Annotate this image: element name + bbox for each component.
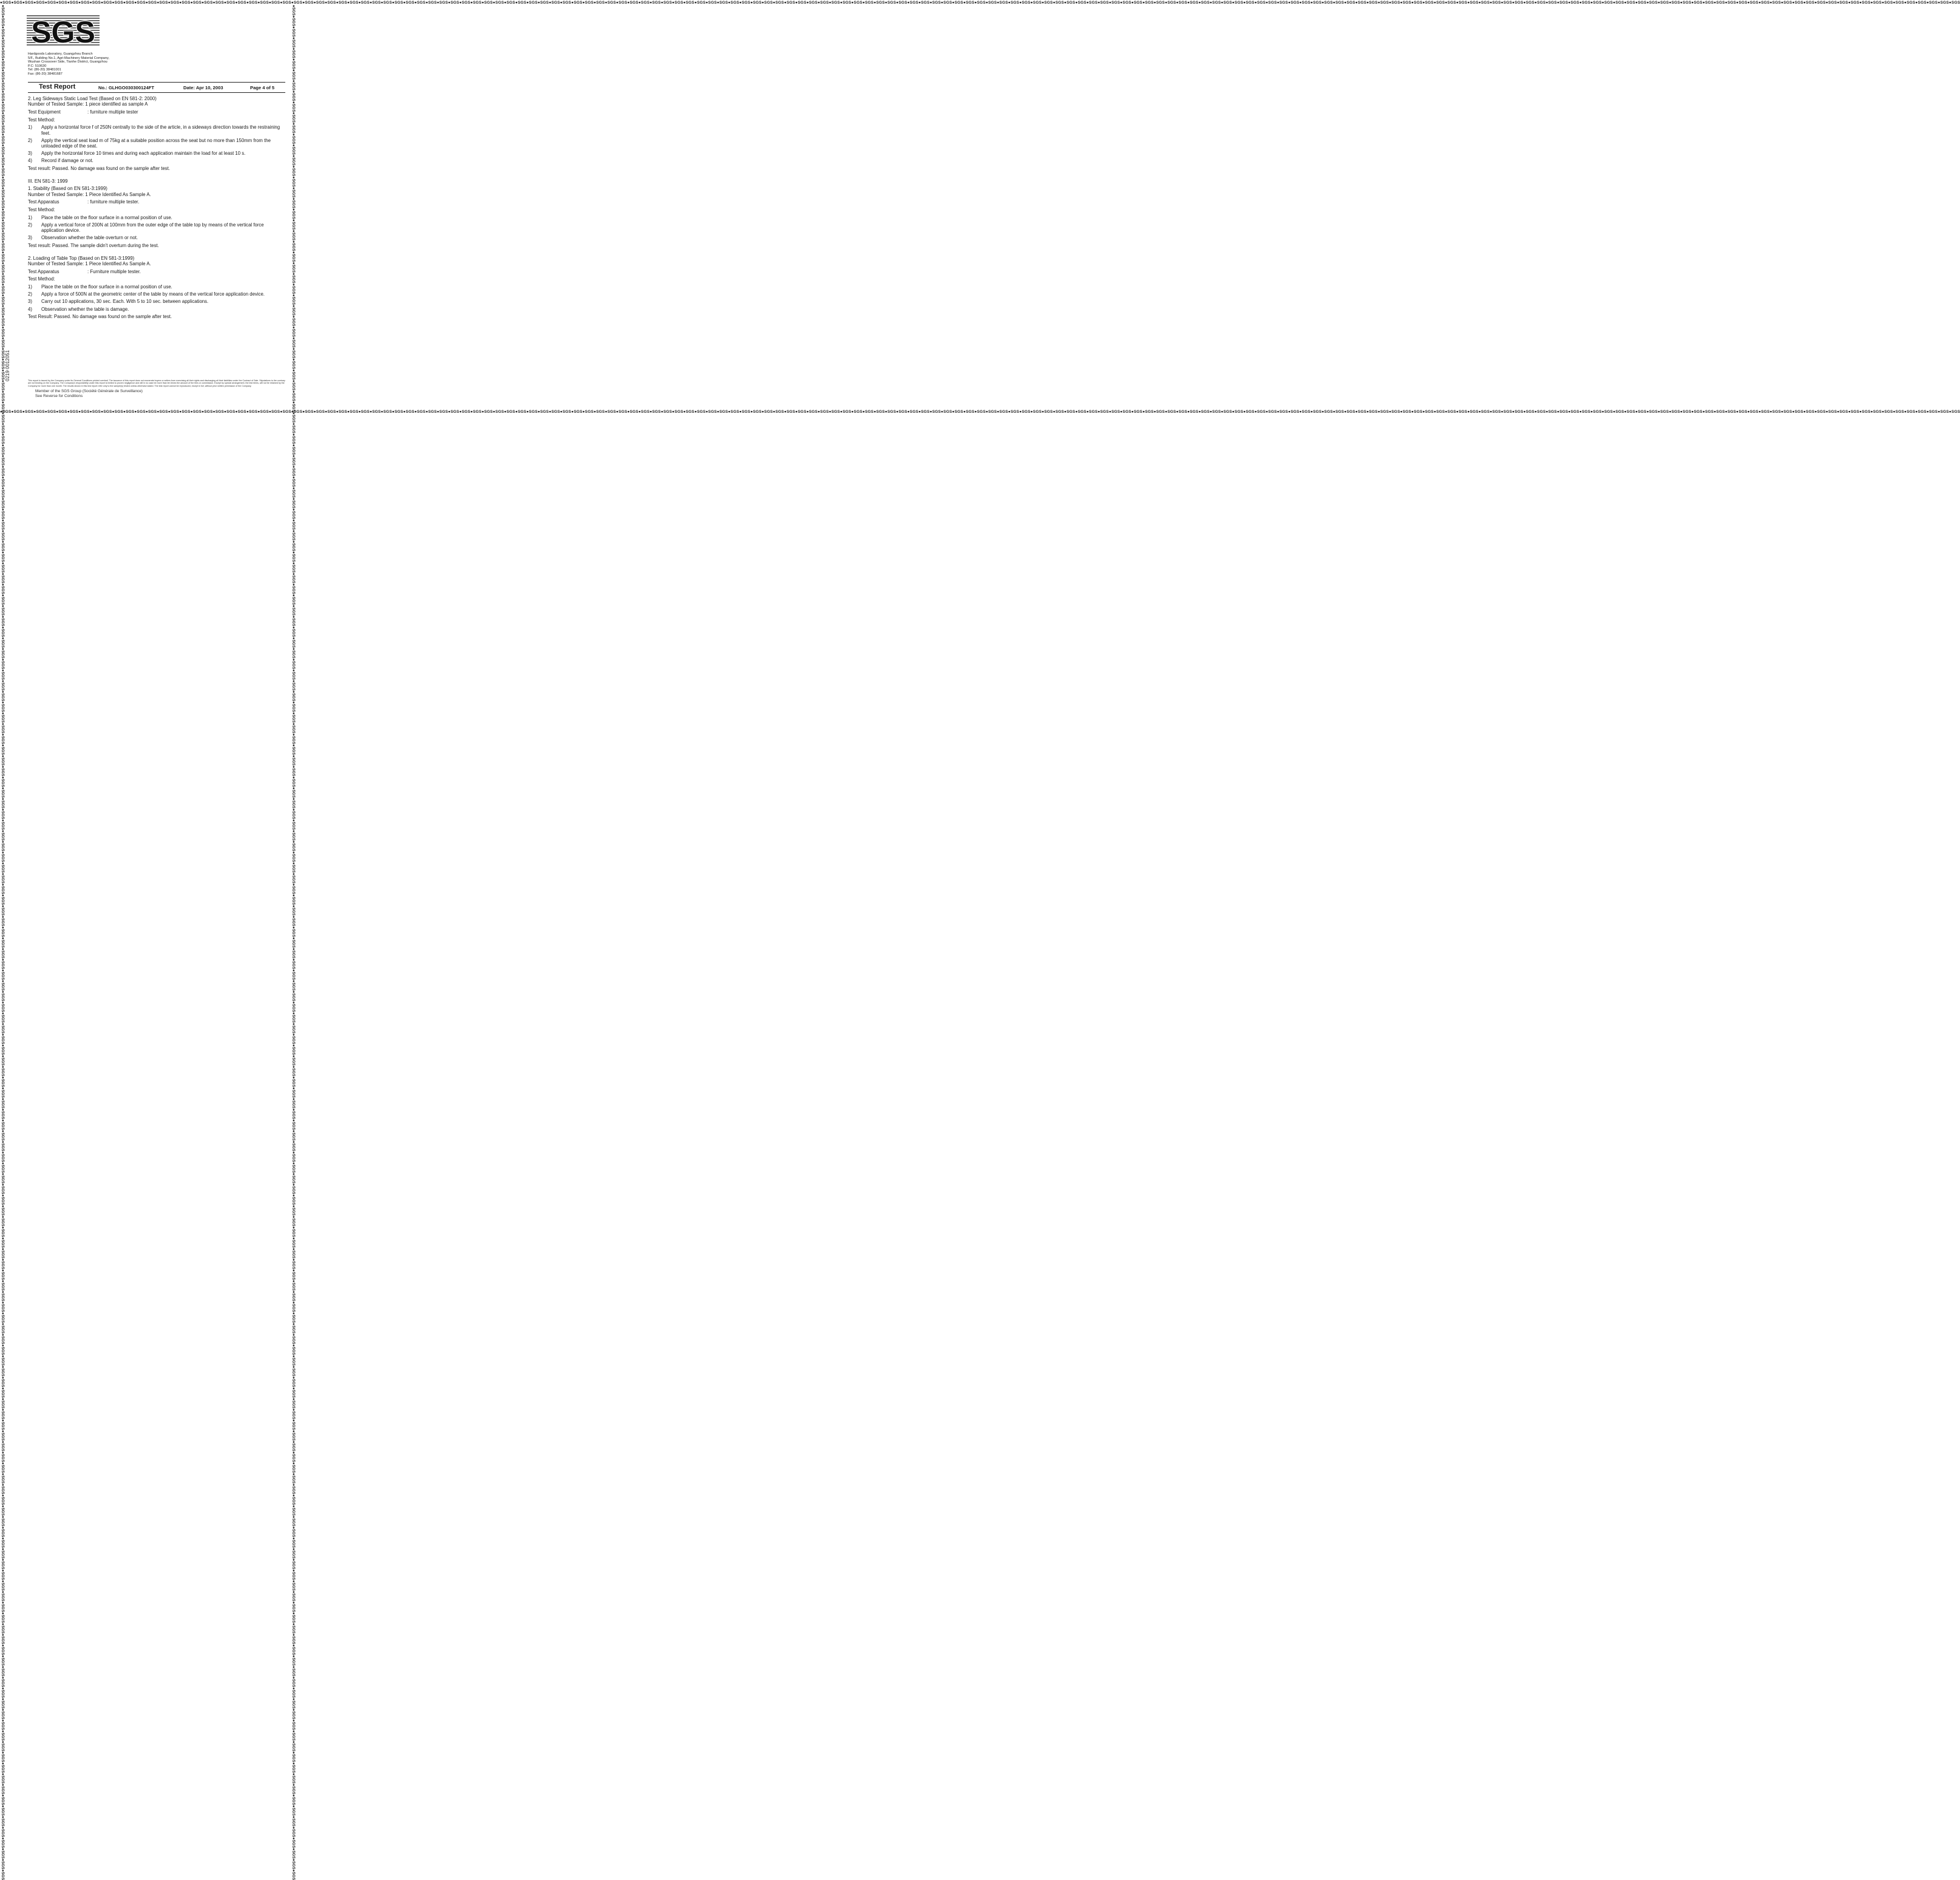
report-body (28, 96, 285, 319)
sample-info: Number of Tested Sample: 1 Piece Identified As Sample A. (28, 260, 151, 266)
border-left: ●SGS●SGS●SGS●SGS●SGS●SGS●SGS●SGS●SGS●SGS●SGS●SGS●SGS●SGS●SGS●SGS●SGS●SGS●SGS●SGS●SGS●SGS●SGS●SGS●SGS●SGS●SGS●SGS●SGS●SGS●SGS●SGS●SGS●SGS●SGS●SGS●SGS●SGS●SGS●SGS●SGS●SGS●SGS●SGS●SGS●SGS●SGS●SGS●SGS●SGS●SGS●SGS●SGS●SGS●SGS●SGS●SGS●SGS●SGS●SGS●SGS●SGS●SGS●SGS●SGS●SGS●SGS●SGS●SGS●SGS●SGS●SGS●SGS●SGS●SGS●SGS●SGS●SGS●SGS●SGS●SGS●SGS●SGS●SGS●SGS●SGS●SGS●SGS●SGS●SGS●SGS●SGS●SGS●SGS●SGS●SGS●SGS●SGS●SGS●SGS●SGS●SGS●SGS●SGS●SGS●SGS●SGS●SGS●SGS●SGS●SGS●SGS●SGS●SGS●SGS●SGS●SGS●SGS●SGS●SGS●SGS●SGS●SGS●SGS●SGS●SGS●SGS●SGS●SGS●SGS●SGS●SGS●SGS●SGS●SGS●SGS●SGS●SGS●SGS●SGS●SGS●SGS●SGS●SGS●SGS●SGS●SGS●SGS●SGS●SGS●SGS●SGS●SGS●SGS●SGS●SGS●SGS●SGS●SGS●SGS●SGS●SGS●SGS●SGS●SGS●SGS●SGS●SGS●SGS●SGS●SGS●SGS●SGS●SGS●SGS (1, 5, 5, 1880)
method-label: Test Method: (28, 207, 55, 213)
report-title: Test Report (39, 83, 76, 90)
method-step: 2) Apply a force of 500N at the geometric center of the table by means of the vertical force application device. (28, 291, 265, 297)
equipment-row (28, 269, 285, 274)
lab-tel: Tel: (86-20) 38481001 (28, 68, 61, 72)
section-heading: 2. Leg Sideways Static Load Test (Based on EN 581-2: 2000) (28, 96, 157, 101)
report-header (28, 82, 285, 93)
equipment-label: Test Apparatus (28, 268, 59, 274)
equipment-value: : furniture multiple tester (87, 109, 138, 115)
lab-name: Hardgoods Laboratory, Guangzhou Branch (28, 52, 93, 56)
report-date: Date: Apr 10, 2003 (183, 85, 223, 90)
section-heading: 1. Stability (Based on EN 581-3:1999) (28, 186, 107, 192)
method-step: 4) Record if damage or not. (28, 158, 93, 164)
sgs-logo (27, 12, 100, 49)
footer (35, 389, 143, 399)
footer-member: Member of the SGS Group (Société Générale de Surveillance) (35, 389, 143, 393)
method-step: 3) Carry out 10 applications, 30 sec. Each. With 5 to 10 sec. between applications. (28, 299, 209, 305)
standard-heading: III. EN 581-3: 1999 (28, 178, 68, 184)
sample-info: Number of Tested Sample: 1 Piece Identified As Sample A. (28, 191, 151, 197)
test-result: Test result: Passed. The sample didn't overturn during the test. (28, 242, 159, 248)
method-step: 1) Apply a horizontal force f of 250N centrally to the side of the article, in a sideways direction towards the restraining feet. (28, 124, 280, 136)
method-label: Test Method: (28, 276, 55, 282)
border-top: ●SGS●SGS●SGS●SGS●SGS●SGS●SGS●SGS●SGS●SGS●SGS●SGS●SGS●SGS●SGS●SGS●SGS●SGS●SGS●SGS●SGS●SGS●SGS●SGS●SGS●SGS●SGS●SGS●SGS●SGS●SGS●SGS●SGS●SGS●SGS●SGS●SGS●SGS●SGS●SGS●SGS●SGS●SGS●SGS●SGS●SGS●SGS●SGS●SGS●SGS●SGS●SGS●SGS●SGS●SGS●SGS●SGS●SGS●SGS●SGS●SGS●SGS●SGS●SGS●SGS●SGS●SGS●SGS●SGS●SGS●SGS●SGS●SGS●SGS●SGS●SGS●SGS●SGS●SGS●SGS●SGS●SGS●SGS●SGS●SGS●SGS●SGS●SGS●SGS●SGS●SGS●SGS●SGS●SGS●SGS●SGS●SGS●SGS●SGS●SGS●SGS●SGS●SGS●SGS●SGS●SGS●SGS●SGS●SGS●SGS●SGS●SGS●SGS●SGS●SGS●SGS●SGS●SGS●SGS●SGS●SGS●SGS●SGS●SGS●SGS●SGS●SGS●SGS●SGS●SGS●SGS●SGS●SGS●SGS●SGS●SGS●SGS●SGS●SGS●SGS●SGS●SGS●SGS●SGS●SGS●SGS●SGS●SGS●SGS●SGS●SGS●SGS●SGS●SGS●SGS●SGS●SGS●SGS●SGS●SGS●SGS●SGS●SGS●SGS●SGS●SGS●SGS●SGS●SGS●SGS●SGS●SGS●SGS●SGS●SGS (0, 1, 1960, 5)
test-result: Test Result: Passed. No damage was found on the sample after test. (28, 313, 172, 319)
equipment-row (28, 199, 285, 205)
method-step: 3) Observation whether the table overturn or not. (28, 235, 138, 241)
equipment-value: : furniture multiple tester. (87, 199, 140, 205)
equipment-label: Test Equipment (28, 109, 61, 115)
method-step: 4) Observation whether the table is damage. (28, 306, 129, 312)
method-step: 2) Apply the vertical seat load m of 75kg at a suitable position across the seat but no more than 150mm from the unloaded edge of the seat. (28, 137, 271, 149)
method-step: 1) Place the table on the floor surface in a normal position of use. (28, 284, 172, 290)
lab-postcode: P.C: 510630 (28, 64, 47, 68)
section-heading: 2. Loading of Table Top (Based on EN 581-3:1999) (28, 255, 135, 261)
border-right: ●SGS●SGS●SGS●SGS●SGS●SGS●SGS●SGS●SGS●SGS●SGS●SGS●SGS●SGS●SGS●SGS●SGS●SGS●SGS●SGS●SGS●SGS●SGS●SGS●SGS●SGS●SGS●SGS●SGS●SGS●SGS●SGS●SGS●SGS●SGS●SGS●SGS●SGS●SGS●SGS●SGS●SGS●SGS●SGS●SGS●SGS●SGS●SGS●SGS●SGS●SGS●SGS●SGS●SGS●SGS●SGS●SGS●SGS●SGS●SGS●SGS●SGS●SGS●SGS●SGS●SGS●SGS●SGS●SGS●SGS●SGS●SGS●SGS●SGS●SGS●SGS●SGS●SGS●SGS●SGS●SGS●SGS●SGS●SGS●SGS●SGS●SGS●SGS●SGS●SGS●SGS●SGS●SGS●SGS●SGS●SGS●SGS●SGS●SGS●SGS●SGS●SGS●SGS●SGS●SGS●SGS●SGS●SGS●SGS●SGS●SGS●SGS●SGS●SGS●SGS●SGS●SGS●SGS●SGS●SGS●SGS●SGS●SGS●SGS●SGS●SGS●SGS●SGS●SGS●SGS●SGS●SGS●SGS●SGS●SGS●SGS●SGS●SGS●SGS●SGS●SGS●SGS●SGS●SGS●SGS●SGS●SGS●SGS●SGS●SGS●SGS●SGS●SGS●SGS●SGS●SGS●SGS●SGS●SGS●SGS●SGS●SGS●SGS●SGS●SGS●SGS●SGS●SGS●SGS●SGS●SGS●SGS●SGS●SGS●SGS (291, 5, 296, 1880)
method-step: 3) Apply the horizontal force 10 times and during each application maintain the load for at least 10 s. (28, 151, 246, 157)
lab-address (28, 52, 109, 76)
sample-info: Number of Tested Sample: 1 piece identified as sample A (28, 101, 148, 107)
svg-text:SGS: SGS (31, 15, 95, 49)
test-result: Test result: Passed. No damage was found on the sample after test. (28, 165, 171, 171)
lab-building: 5/F., Building No.1, Agri-Machinery Material Company, (28, 56, 109, 60)
method-step: 1) Place the table on the floor surface in a normal position of use. (28, 214, 172, 220)
side-serial-code: 0219 0012051 (5, 350, 10, 381)
lab-fax: Fax: (86-20) 38481687 (28, 72, 63, 76)
lab-street: Wushan Crossover Side, Tianhe District, Guangzhou (28, 60, 107, 64)
equipment-value: : Furniture multiple tester. (87, 268, 141, 274)
equipment-label: Test Apparatus (28, 199, 59, 205)
disclaimer-text: This report is issued by the Company under its General Conditions printed overleaf. The issuance of this report does not exonerate buyers or sellers from exercising all their rights and discharging all their liabilities under the Contract of Sale. Stipulations to the contrary are not binding on the Company. The Company's responsibility under this report is limited to proven negligence and will in no case be more than ten times the amount of the fees or commission. Except by special arrangement, the test items, will not be retained by the Company for more than one month. The results shown in this test report refer only to the sample(s) tested unless otherwise stated. The test report cannot be reproduced, except in full, without prior written permission of the Company. (28, 379, 285, 387)
report-number: No.: GLHGO030300124FT (98, 85, 155, 90)
method-step: 2) Apply a vertical force of 200N at 100mm from the outer edge of the table top by means of the vertical force application device. (28, 222, 264, 234)
footer-conditions: See Reverse for Conditions (35, 394, 83, 399)
equipment-row (28, 109, 285, 115)
method-label: Test Method: (28, 117, 55, 123)
page-number: Page 4 of 5 (250, 85, 275, 90)
border-bottom: ●SGS●SGS●SGS●SGS●SGS●SGS●SGS●SGS●SGS●SGS●SGS●SGS●SGS●SGS●SGS●SGS●SGS●SGS●SGS●SGS●SGS●SGS●SGS●SGS●SGS●SGS●SGS●SGS●SGS●SGS●SGS●SGS●SGS●SGS●SGS●SGS●SGS●SGS●SGS●SGS●SGS●SGS●SGS●SGS●SGS●SGS●SGS●SGS●SGS●SGS●SGS●SGS●SGS●SGS●SGS●SGS●SGS●SGS●SGS●SGS●SGS●SGS●SGS●SGS●SGS●SGS●SGS●SGS●SGS●SGS●SGS●SGS●SGS●SGS●SGS●SGS●SGS●SGS●SGS●SGS●SGS●SGS●SGS●SGS●SGS●SGS●SGS●SGS●SGS●SGS●SGS●SGS●SGS●SGS●SGS●SGS●SGS●SGS●SGS●SGS●SGS●SGS●SGS●SGS●SGS●SGS●SGS●SGS●SGS●SGS●SGS●SGS●SGS●SGS●SGS●SGS●SGS●SGS●SGS●SGS●SGS●SGS●SGS●SGS●SGS●SGS●SGS●SGS●SGS●SGS●SGS●SGS●SGS●SGS●SGS●SGS●SGS●SGS●SGS●SGS●SGS●SGS●SGS●SGS●SGS●SGS●SGS●SGS●SGS●SGS●SGS●SGS●SGS●SGS●SGS●SGS●SGS●SGS●SGS●SGS●SGS●SGS●SGS●SGS●SGS●SGS●SGS●SGS●SGS●SGS●SGS●SGS●SGS●SGS●SGS (0, 410, 1960, 414)
